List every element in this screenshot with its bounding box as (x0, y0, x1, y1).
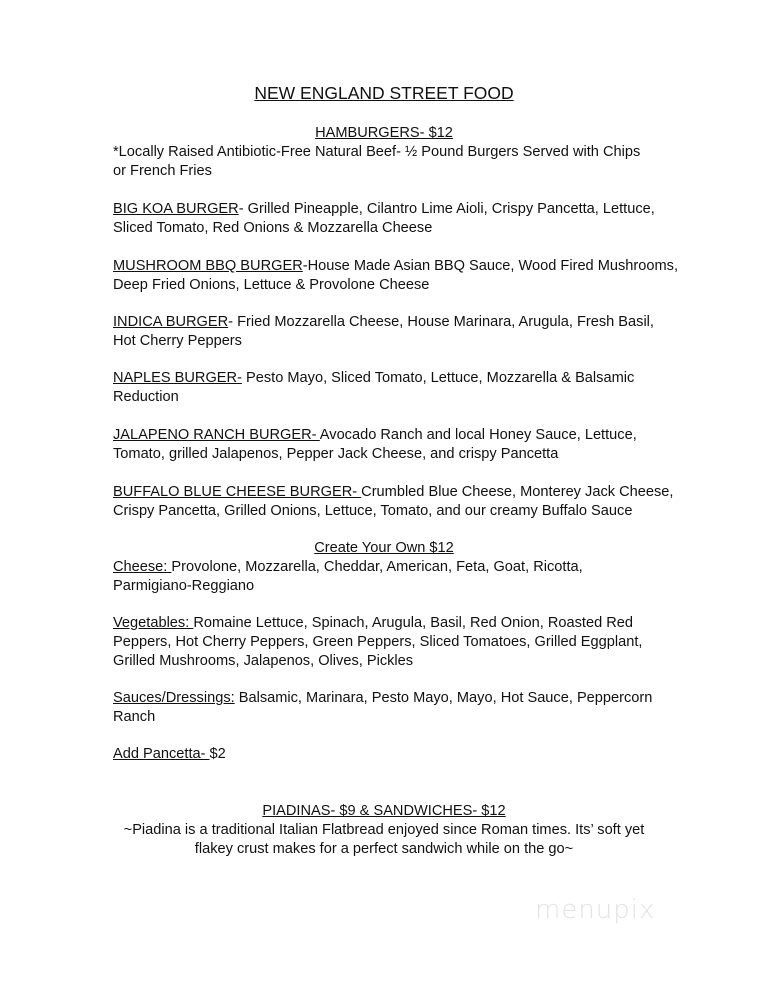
option-price: $2 (209, 746, 226, 762)
hamburgers-heading: HAMBURGERS- $12 (315, 125, 453, 141)
item-desc: Deep Fried Onions, Lettuce & Provolone Cheese (113, 277, 430, 293)
item-desc: Crumbled Blue Cheese, Monterey Jack Cheese, (361, 484, 674, 500)
item-desc: Hot Cherry Peppers (113, 333, 242, 349)
option-list: Provolone, Mozzarella, Cheddar, American, Feta, Goat, Ricotta, (171, 559, 583, 575)
create-heading: Create Your Own $12 (314, 540, 454, 556)
hamburgers-intro: *Locally Raised Antibiotic-Free Natural Beef- ½ Pound Burgers Served with Chips (113, 144, 641, 160)
piadinas-heading: PIADINAS- $9 & SANDWICHES- $12 (262, 803, 506, 819)
option-list: Parmigiano-Reggiano (113, 578, 255, 594)
cheese-options (113, 558, 583, 577)
item-name: INDICA BURGER (113, 314, 229, 330)
piadinas-desc: flakey crust makes for a perfect sandwich while on the go~ (194, 841, 574, 857)
item-desc: Tomato, grilled Jalapenos, Pepper Jack Cheese, and crispy Pancetta (113, 446, 559, 462)
piadinas-desc: ~Piadina is a traditional Italian Flatbread enjoyed since Roman times. Its’ soft yet (123, 822, 645, 838)
page-title: NEW ENGLAND STREET FOOD (254, 83, 514, 103)
item-desc: Pesto Mayo, Sliced Tomato, Lettuce, Mozzarella & Balsamic (241, 370, 635, 386)
option-label: Vegetables: (113, 615, 194, 631)
hamburgers-intro: or French Fries (113, 163, 212, 179)
menu-item-mushroom-bbq (113, 257, 678, 276)
menu-item-big-koa (113, 200, 655, 219)
item-name: BIG KOA BURGER (113, 201, 239, 217)
item-desc: - Fried Mozzarella Cheese, House Marinara, Arugula, Fresh Basil, (228, 314, 654, 330)
item-desc: Crispy Pancetta, Grilled Onions, Lettuce, Tomato, and our creamy Buffalo Sauce (113, 503, 633, 519)
item-name: MUSHROOM BBQ BURGER (113, 258, 303, 274)
menu-item-jalapeno-ranch (113, 426, 637, 445)
vegetable-options (113, 614, 633, 633)
watermark-logo: menupix (535, 895, 656, 925)
item-desc: Sliced Tomato, Red Onions & Mozzarella Cheese (113, 220, 433, 236)
menu-item-naples (113, 369, 634, 388)
item-name: BUFFALO BLUE CHEESE BURGER- (113, 484, 362, 500)
option-label: Cheese: (113, 559, 172, 575)
item-desc: Reduction (113, 389, 179, 405)
item-desc: Avocado Ranch and local Honey Sauce, Lettuce, (319, 427, 637, 443)
option-list: Grilled Mushrooms, Jalapenos, Olives, Pickles (113, 653, 414, 669)
menu-item-indica (113, 313, 654, 332)
item-name: JALAPENO RANCH BURGER- (113, 427, 320, 443)
item-name: NAPLES BURGER- (113, 370, 242, 386)
option-label: Add Pancetta- (113, 746, 210, 762)
option-list: Peppers, Hot Cherry Peppers, Green Peppers, Sliced Tomatoes, Grilled Eggplant, (113, 634, 643, 650)
option-label: Sauces/Dressings: (113, 690, 235, 706)
add-pancetta (113, 745, 226, 764)
sauce-options (113, 689, 652, 708)
item-desc: -House Made Asian BBQ Sauce, Wood Fired Mushrooms, (302, 258, 679, 274)
option-list: Romaine Lettuce, Spinach, Arugula, Basil, Red Onion, Roasted Red (193, 615, 634, 631)
item-desc: - Grilled Pineapple, Cilantro Lime Aioli, Crispy Pancetta, Lettuce, (238, 201, 655, 217)
menu-item-buffalo-blue (113, 483, 673, 502)
option-list: Ranch (113, 709, 156, 725)
option-list: Balsamic, Marinara, Pesto Mayo, Mayo, Hot Sauce, Peppercorn (234, 690, 653, 706)
